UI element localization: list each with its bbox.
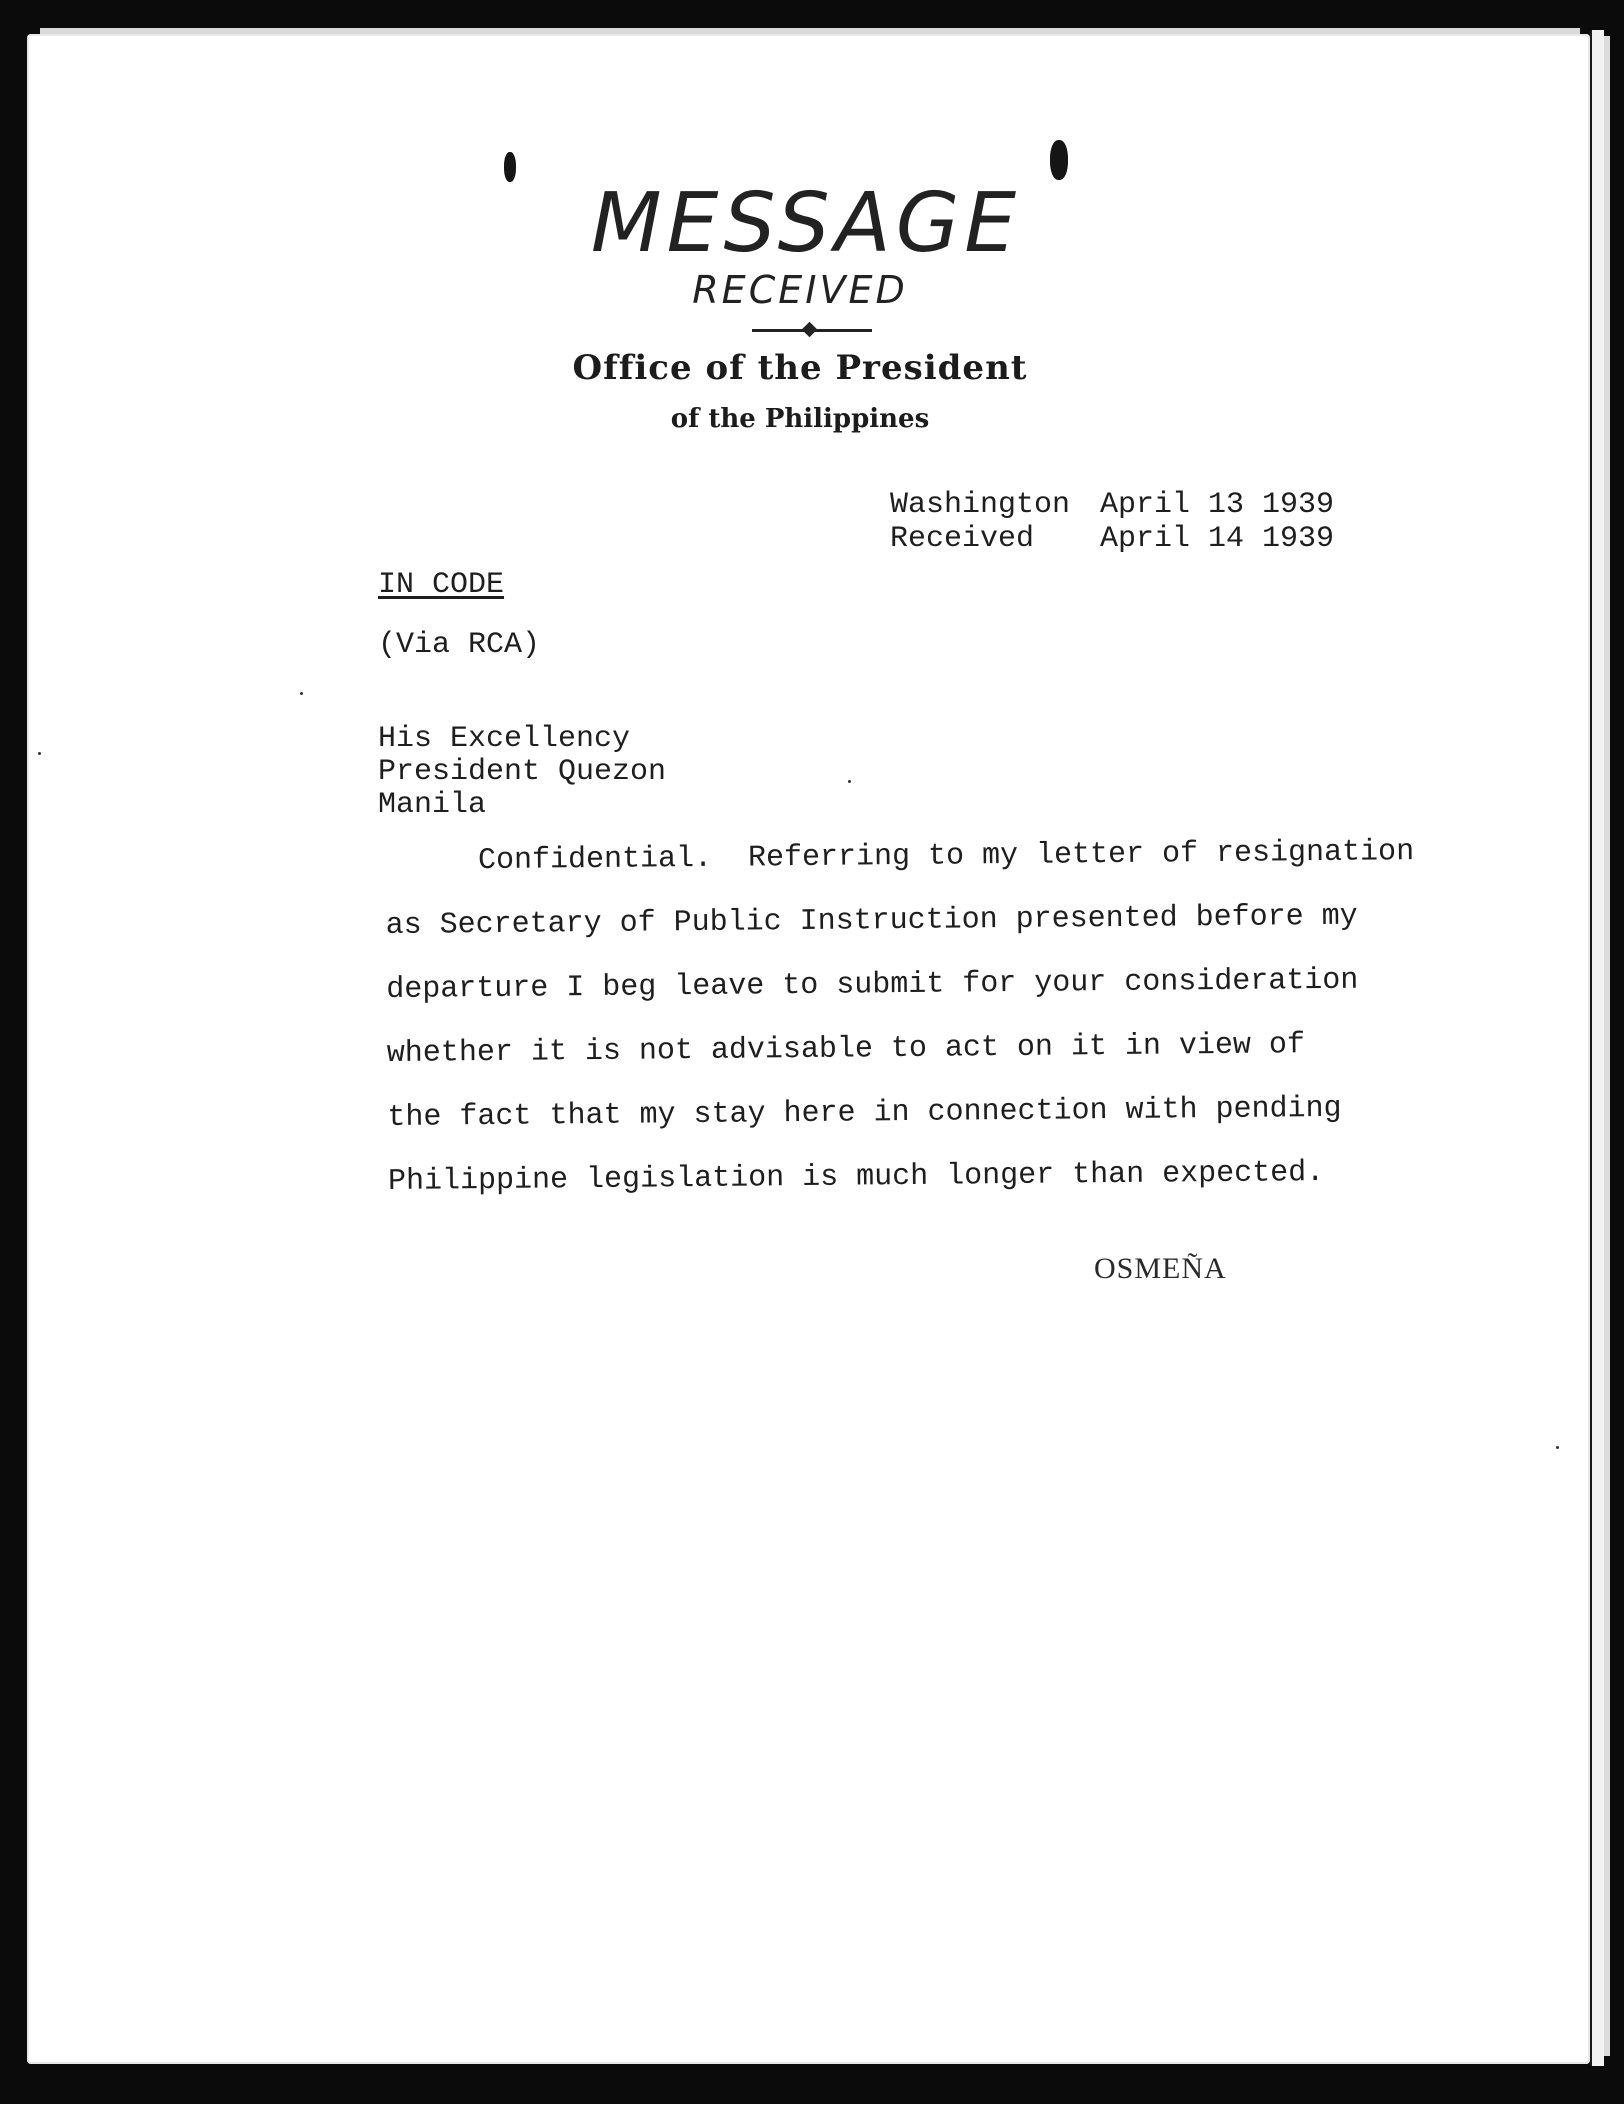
code-note: IN CODE — [378, 568, 505, 602]
scan-speck — [848, 780, 851, 783]
letterhead-office: Office of the President — [572, 348, 1028, 388]
body-line: Confidential. Referring to my letter of resignation — [477, 835, 1415, 879]
sent-date: April 13 1939 — [1100, 488, 1335, 522]
body-line: departure I beg leave to submit for your consideration — [386, 963, 1359, 1007]
body-line: as Secretary of Public Instruction presented before my — [385, 899, 1358, 943]
addressee-line-3: Manila — [378, 788, 487, 822]
body-line: whether it is not advisable to act on it in view of — [386, 1028, 1306, 1071]
received-date: April 14 1939 — [1100, 522, 1335, 556]
letterhead-subtitle: RECEIVED — [692, 268, 908, 312]
signature: OSMEÑA — [1094, 1252, 1227, 1285]
received-label: Received — [890, 522, 1035, 556]
letterhead-country: of the Philippines — [670, 404, 930, 434]
scan-speck — [300, 692, 303, 695]
via-note: (Via RCA) — [378, 628, 541, 662]
sent-label: Washington — [890, 488, 1071, 522]
letterhead-title: MESSAGE — [590, 176, 1022, 271]
body-line: Philippine legislation is much longer than expected. — [387, 1155, 1325, 1199]
body-line: the fact that my stay here in connection with pending — [387, 1091, 1342, 1135]
addressee-line-1: His Excellency — [378, 722, 631, 756]
scan-speck — [38, 752, 41, 755]
addressee-line-2: President Quezon — [378, 755, 667, 789]
scan-speck — [1556, 1446, 1559, 1449]
